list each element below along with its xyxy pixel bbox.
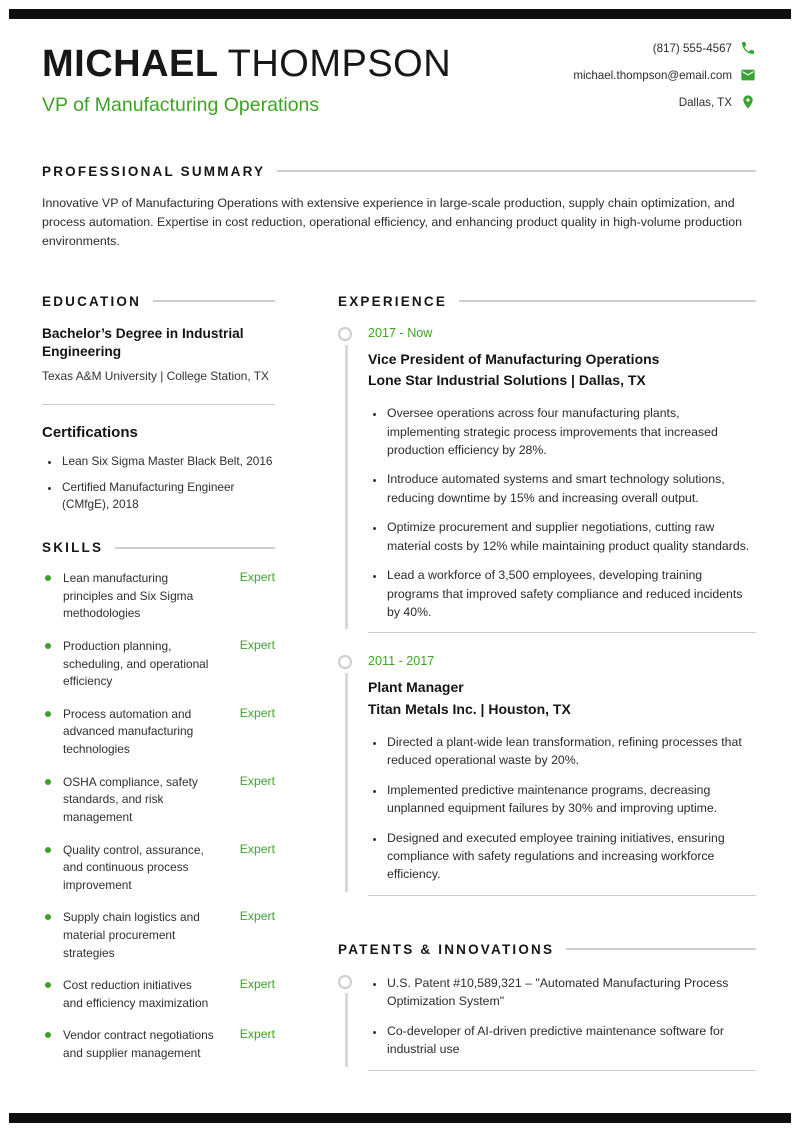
certifications-list [42, 453, 275, 513]
skill-level: Expert [239, 638, 275, 653]
school: Texas A&M University | College Station, TX [42, 368, 269, 383]
certification-item: • Lean Six Sigma Master Black Belt, 2016 [60, 453, 275, 470]
divider [42, 404, 275, 405]
bottom-black-bar [9, 1113, 791, 1123]
job-bullet: • Introduce automated systems and smart technology solutions, reducing downtime by 15% and increasing overall output. [385, 470, 756, 507]
heading-rule [566, 948, 756, 950]
job-bullet: • Implemented predictive maintenance programs, decreasing unplanned equipment failures by 30% and improving uptime. [385, 781, 756, 818]
skill-bullet-icon [45, 847, 51, 853]
patent-bullet: • U.S. Patent #10,589,321 – "Automated Manufacturing Process Optimization System" [385, 974, 756, 1011]
person-title: VP of Manufacturing Operations [42, 93, 320, 116]
heading-rule [277, 170, 756, 172]
skill-row [42, 570, 275, 623]
education-heading-row [42, 294, 275, 309]
skill-row [42, 909, 275, 962]
heading-rule [153, 300, 275, 302]
skill-name: Vendor contract negotiations and supplier management [63, 1028, 214, 1061]
skill-name: Lean manufacturing principles and Six Sigma methodologies [63, 571, 194, 621]
skill-level: Expert [239, 977, 275, 992]
columns [0, 294, 800, 1071]
job-bullet-list [368, 404, 756, 621]
degree: Bachelor’s Degree in Industrial Engineering [42, 325, 244, 360]
skill-name: Production planning, scheduling, and operational efficiency [63, 639, 209, 689]
skill-row [42, 638, 275, 691]
patents-section [338, 942, 756, 1071]
patents-entry [338, 974, 756, 1071]
contact-location-row [573, 94, 756, 110]
job-bullet: • Directed a plant-wide lean transformation, refining processes that reduced operational waste by 20%. [385, 733, 756, 770]
skill-row [42, 706, 275, 759]
patents-heading: PATENTS & INNOVATIONS [338, 941, 555, 957]
skill-level: Expert [239, 773, 275, 788]
skill-bullet-icon [45, 575, 51, 581]
summary-heading-row [42, 164, 756, 179]
skill-level: Expert [239, 909, 275, 924]
experience-heading-row [338, 294, 756, 309]
skill-bullet-icon [45, 914, 51, 920]
job-bullet: • Oversee operations across four manufacturing plants, implementing strategic process improvements that increased production efficiency by 28%. [385, 404, 756, 459]
summary-heading: PROFESSIONAL SUMMARY [42, 163, 266, 179]
contact-phone-row [573, 40, 756, 56]
contact-email-row [573, 67, 756, 83]
skills-section [42, 540, 275, 1062]
timeline-circle-icon [338, 655, 352, 669]
certification-item: • Certified Manufacturing Engineer (CMfgE), 2018 [60, 479, 275, 512]
timeline-line [345, 345, 348, 630]
last-name: THOMPSON [227, 43, 452, 85]
job-company: Titan Metals Inc. | Houston, TX [368, 701, 571, 718]
experience-heading: EXPERIENCE [338, 293, 448, 309]
heading-rule [459, 300, 756, 302]
experience-entry [338, 326, 756, 634]
certifications-heading: Certifications [42, 423, 138, 441]
phone-icon [740, 40, 756, 56]
skill-bullet-icon [45, 1032, 51, 1038]
patent-bullet: • Co-developer of AI-driven predictive maintenance software for industrial use [385, 1022, 756, 1059]
skill-bullet-icon [45, 982, 51, 988]
skill-bullet-icon [45, 779, 51, 785]
location-text: Dallas, TX [678, 95, 732, 109]
summary-section [0, 164, 800, 251]
skill-row [42, 1027, 275, 1062]
skill-name: Process automation and advanced manufacturing technologies [63, 706, 194, 757]
skills-heading: SKILLS [42, 540, 104, 556]
skill-level: Expert [239, 705, 275, 720]
contact-block [573, 40, 756, 121]
job-company: Lone Star Industrial Solutions | Dallas, TX [368, 372, 646, 389]
skill-bullet-icon [45, 711, 51, 717]
location-pin-icon [740, 94, 756, 110]
left-column [42, 294, 275, 1071]
entry-divider [368, 895, 756, 896]
timeline-line [345, 993, 348, 1067]
education-heading: EDUCATION [42, 293, 142, 309]
patents-heading-row [338, 942, 756, 957]
job-title: Plant Manager [368, 679, 464, 696]
mail-icon [740, 67, 756, 83]
skill-level: Expert [239, 841, 275, 856]
skill-name: Cost reduction initiatives and efficiency maximization [63, 978, 209, 1010]
first-name: MICHAEL [42, 43, 219, 85]
phone-number: (817) 555-4567 [652, 41, 732, 55]
skill-level: Expert [239, 570, 275, 585]
job-dates: 2011 - 2017 [368, 654, 435, 669]
heading-rule [115, 547, 275, 549]
right-column [338, 294, 756, 1071]
timeline-line [345, 673, 348, 891]
skills-heading-row [42, 540, 275, 555]
summary-text: Innovative VP of Manufacturing Operations with extensive experience in large-scale production, supply chain optimization, and process automation. Expertise in cost reduction, operational efficiency, and enhancing product quality in high-volume production environments. [42, 195, 743, 248]
skill-level: Expert [239, 1027, 275, 1042]
job-bullet: • Lead a workforce of 3,500 employees, developing training programs that improved safety compliance and reduced incidents by 40%. [385, 566, 756, 621]
skill-row [42, 977, 275, 1012]
header [0, 0, 800, 117]
job-title: Vice President of Manufacturing Operations [368, 350, 660, 367]
patent-bullet-list [368, 974, 756, 1059]
timeline-circle-icon [338, 327, 352, 341]
job-bullet-list [368, 733, 756, 884]
experience-entry [338, 654, 756, 895]
skill-name: OSHA compliance, safety standards, and risk management [63, 774, 198, 824]
entry-divider [368, 1070, 756, 1071]
job-dates: 2017 - Now [368, 325, 433, 340]
skill-name: Supply chain logistics and material procurement strategies [63, 910, 200, 960]
job-bullet: • Designed and executed employee training initiatives, ensuring compliance with safety regulations and increasing workforce efficiency. [385, 829, 756, 884]
skill-name: Quality control, assurance, and continuous process improvement [63, 842, 204, 892]
email-address: michael.thompson@email.com [573, 68, 732, 82]
skill-bullet-icon [45, 643, 51, 649]
timeline-circle-icon [338, 975, 352, 989]
skill-row [42, 842, 275, 895]
job-bullet: • Optimize procurement and supplier negotiations, cutting raw material costs by 12% while maintaining product quality standards. [385, 518, 756, 555]
skill-row [42, 774, 275, 827]
entry-divider [368, 632, 756, 633]
